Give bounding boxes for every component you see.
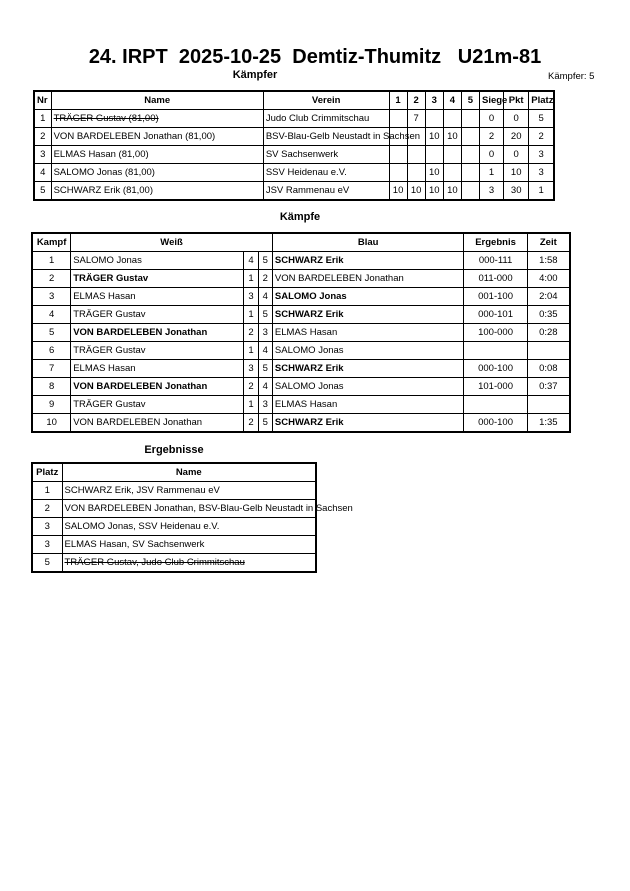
fighter-place: 2 [529,128,554,146]
fighter-wins: 1 [480,164,504,182]
bout-time [527,342,570,360]
results-heading: Ergebnisse [144,444,204,456]
result-name: TRÄGER Gustav, Judo Club Crimmitschau [62,554,316,573]
white-nr: 3 [244,360,258,378]
col-header-3: 3 [425,91,443,110]
table-row [32,306,570,324]
score-2: 10 [407,182,425,201]
bout-number: 10 [32,414,71,433]
result-place: 5 [32,554,62,573]
bout-number: 1 [32,252,71,270]
table-row [34,182,554,201]
white-fighter: TRÄGER Gustav [71,270,244,288]
table-row [34,128,554,146]
results-header-row [32,463,316,482]
fighter-name: VON BARDELEBEN Jonathan (81,00) [51,128,263,146]
fighter-club: SV Sachsenwerk [263,146,389,164]
white-nr: 2 [244,414,258,433]
blue-nr: 5 [258,252,272,270]
table-row [32,324,570,342]
fighter-club: Judo Club Crimmitschau [263,110,389,128]
white-fighter: TRÄGER Gustav [71,396,244,414]
score-4 [443,164,461,182]
table-row [32,536,316,554]
bout-result [464,396,527,414]
score-3: 10 [425,128,443,146]
blue-fighter: ELMAS Hasan [272,324,464,342]
bout-result: 100-000 [464,324,527,342]
fighter-name: SCHWARZ Erik (81,00) [51,182,263,201]
result-name: SCHWARZ Erik, JSV Rammenau eV [62,482,316,500]
white-fighter: ELMAS Hasan [71,288,244,306]
bout-time [527,396,570,414]
table-row [32,518,316,536]
fighter-wins: 0 [480,146,504,164]
col-header-5: 5 [461,91,479,110]
table-row [34,164,554,182]
fighter-club: BSV-Blau-Gelb Neustadt in Sachsen [263,128,389,146]
bout-result: 001-100 [464,288,527,306]
score-3: 10 [425,182,443,201]
fighter-name: SALOMO Jonas (81,00) [51,164,263,182]
table-row [32,482,316,500]
bout-time: 0:28 [527,324,570,342]
fighter-points: 30 [504,182,529,201]
white-nr: 1 [244,270,258,288]
result-name: ELMAS Hasan, SV Sachsenwerk [62,536,316,554]
results-table [31,462,353,573]
table-row [32,360,570,378]
col-header-1: 1 [389,91,407,110]
table-row [32,270,570,288]
score-4: 10 [443,182,461,201]
table-row [32,252,570,270]
col-header-name: Name [51,91,263,110]
bout-number: 3 [32,288,71,306]
blue-fighter: SCHWARZ Erik [272,306,464,324]
fighter-points: 0 [504,146,529,164]
bout-time: 1:35 [527,414,570,433]
score-5 [461,164,479,182]
white-fighter: VON BARDELEBEN Jonathan [71,378,244,396]
col-header-white: Weiß [71,233,273,252]
white-fighter: VON BARDELEBEN Jonathan [71,414,244,433]
fighter-wins: 2 [480,128,504,146]
result-place: 2 [32,500,62,518]
score-3: 10 [425,164,443,182]
col-header-time: Zeit [527,233,570,252]
col-header-4: 4 [443,91,461,110]
result-place: 1 [32,482,62,500]
bout-number: 6 [32,342,71,360]
blue-fighter: SALOMO Jonas [272,288,464,306]
score-3 [425,110,443,128]
score-4: 10 [443,128,461,146]
bout-time: 1:58 [527,252,570,270]
bout-time: 0:08 [527,360,570,378]
blue-fighter: SCHWARZ Erik [272,360,464,378]
blue-nr: 5 [258,414,272,433]
col-header-club: Verein [263,91,389,110]
bout-result: 000-100 [464,360,527,378]
score-4 [443,146,461,164]
col-header-result: Ergebnis [464,233,527,252]
white-fighter: SALOMO Jonas [71,252,244,270]
blue-nr: 3 [258,324,272,342]
bout-result: 011-000 [464,270,527,288]
fighters-header-row [34,91,554,110]
blue-nr: 4 [258,342,272,360]
col-header-points: Pkt [504,91,529,110]
blue-fighter: VON BARDELEBEN Jonathan [272,270,464,288]
white-nr: 4 [244,252,258,270]
page-title: 24. IRPT 2025-10-25 Demtiz-Thumitz U21m-81 [88,46,542,68]
score-2 [407,164,425,182]
fighter-place: 3 [529,164,554,182]
blue-fighter: ELMAS Hasan [272,396,464,414]
white-nr: 1 [244,342,258,360]
score-1: 10 [389,182,407,201]
score-1 [389,110,407,128]
blue-nr: 3 [258,396,272,414]
white-nr: 1 [244,396,258,414]
fighter-place: 5 [529,110,554,128]
white-fighter: TRÄGER Gustav [71,306,244,324]
fighter-wins: 3 [480,182,504,201]
blue-nr: 5 [258,360,272,378]
bout-result: 000-111 [464,252,527,270]
bouts-heading: Kämpfe [279,211,321,223]
blue-fighter: SALOMO Jonas [272,342,464,360]
table-row [34,146,554,164]
bout-result: 101-000 [464,378,527,396]
score-5 [461,110,479,128]
bout-result: 000-100 [464,414,527,433]
col-header-nr: Nr [34,91,51,110]
result-place: 3 [32,518,62,536]
fighter-nr: 5 [34,182,51,201]
score-2: 7 [407,110,425,128]
score-1 [389,164,407,182]
score-3 [425,146,443,164]
fighter-nr: 1 [34,110,51,128]
white-fighter: VON BARDELEBEN Jonathan [71,324,244,342]
fighter-nr: 2 [34,128,51,146]
score-2 [407,146,425,164]
col-header-bout: Kampf [32,233,71,252]
bout-number: 4 [32,306,71,324]
blue-fighter: SALOMO Jonas [272,378,464,396]
fighter-wins: 0 [480,110,504,128]
table-row [32,288,570,306]
bout-result: 000-101 [464,306,527,324]
fighter-name: TRÄGER Gustav (81,00) [51,110,263,128]
white-nr: 2 [244,378,258,396]
white-nr: 1 [244,306,258,324]
fighters-heading: Kämpfer [232,69,278,81]
score-5 [461,182,479,201]
fighter-place: 3 [529,146,554,164]
bout-number: 9 [32,396,71,414]
fighter-club: JSV Rammenau eV [263,182,389,201]
score-4 [443,110,461,128]
col-header-name: Name [62,463,316,482]
score-5 [461,146,479,164]
table-row [32,342,570,360]
fighter-points: 0 [504,110,529,128]
blue-nr: 5 [258,306,272,324]
col-header-blue: Blau [272,233,464,252]
bout-time: 2:04 [527,288,570,306]
bouts-header-row [32,233,570,252]
table-row [32,414,570,433]
table-row [32,378,570,396]
blue-fighter: SCHWARZ Erik [272,414,464,433]
bout-result [464,342,527,360]
fighters-count: Kämpfer: 5 [548,71,595,82]
blue-fighter: SCHWARZ Erik [272,252,464,270]
fighter-place: 1 [529,182,554,201]
col-header-place: Platz [529,91,554,110]
white-fighter: TRÄGER Gustav [71,342,244,360]
blue-nr: 2 [258,270,272,288]
fighter-points: 10 [504,164,529,182]
fighter-name: ELMAS Hasan (81,00) [51,146,263,164]
result-place: 3 [32,536,62,554]
result-name: SALOMO Jonas, SSV Heidenau e.V. [62,518,316,536]
bout-time: 0:35 [527,306,570,324]
col-header-2: 2 [407,91,425,110]
blue-nr: 4 [258,378,272,396]
blue-nr: 4 [258,288,272,306]
bout-number: 2 [32,270,71,288]
white-nr: 2 [244,324,258,342]
table-row [32,396,570,414]
col-header-place: Platz [32,463,62,482]
score-5 [461,128,479,146]
table-row [32,554,316,573]
bout-time: 0:37 [527,378,570,396]
bout-time: 4:00 [527,270,570,288]
bouts-table [31,232,571,433]
white-fighter: ELMAS Hasan [71,360,244,378]
col-header-wins: Siege [480,91,504,110]
fighter-club: SSV Heidenau e.V. [263,164,389,182]
fighter-nr: 3 [34,146,51,164]
score-1 [389,146,407,164]
fighter-points: 20 [504,128,529,146]
fighters-table [33,90,555,201]
bout-number: 5 [32,324,71,342]
result-name: VON BARDELEBEN Jonathan, BSV-Blau-Gelb Neustadt in Sachsen [62,500,316,518]
table-row [32,500,316,518]
table-row [34,110,554,128]
white-nr: 3 [244,288,258,306]
bout-number: 8 [32,378,71,396]
bout-number: 7 [32,360,71,378]
fighter-nr: 4 [34,164,51,182]
